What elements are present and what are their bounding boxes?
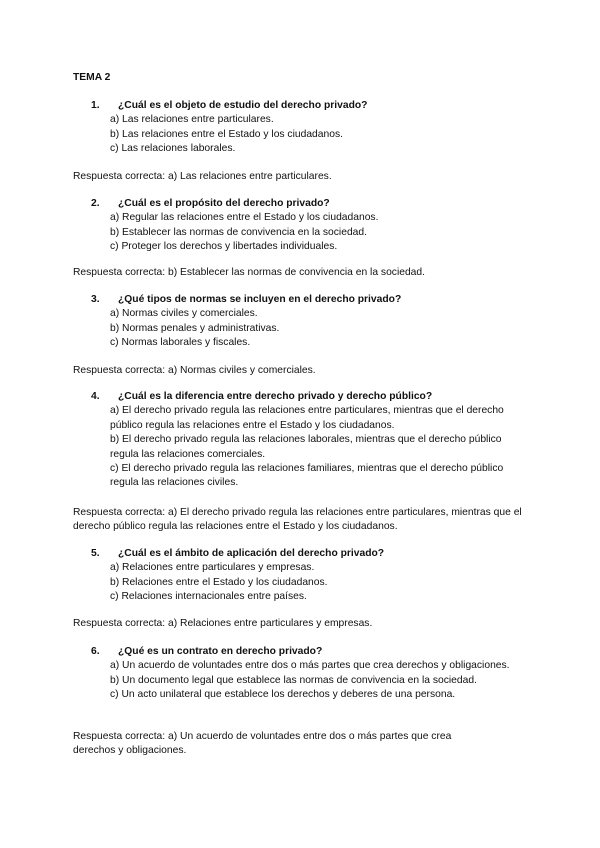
option-c: c) Un acto unilateral que establece los derechos y deberes de una persona. xyxy=(110,689,456,701)
option-b: b) Las relaciones entre el Estado y los ciudadanos. xyxy=(110,128,343,140)
question-block xyxy=(0,390,600,491)
correct-answer: Respuesta correcta: a) Normas civiles y comerciales. xyxy=(73,365,316,376)
question-text: 2. ¿Cuál es el propósito del derecho privado? xyxy=(0,197,600,211)
question-number: 1. xyxy=(91,100,100,111)
option-list xyxy=(110,659,510,702)
option-a: a) Relaciones entre particulares y empresas. xyxy=(110,562,315,574)
option-b: b) El derecho privado regula las relaciones laborales, mientras que el derecho público regula las relaciones comerciales. xyxy=(110,434,502,460)
question-text: 1. ¿Cuál es el objeto de estudio del derecho privado? xyxy=(0,99,600,113)
option-b: b) Un documento legal que establece las normas de convivencia en la sociedad. xyxy=(110,674,477,686)
question-text: 3. ¿Qué tipos de normas se incluyen en el derecho privado? xyxy=(0,293,600,307)
option-a: a) Las relaciones entre particulares. xyxy=(110,114,274,126)
option-list xyxy=(110,561,530,604)
page-title: TEMA 2 xyxy=(73,72,111,83)
question-number: 5. xyxy=(91,548,100,559)
correct-answer: Respuesta correcta: a) El derecho privado regula las relaciones entre particulares, mientras que el derecho público regula las relaciones entre el Estado y los ciudadanos. xyxy=(73,507,522,533)
question-text: 4. ¿Cuál es la diferencia entre derecho privado y derecho público? xyxy=(0,390,600,404)
option-c: c) Normas laborales y fiscales. xyxy=(110,337,251,349)
option-b: b) Relaciones entre el Estado y los ciudadanos. xyxy=(110,576,328,588)
question-block xyxy=(0,197,600,255)
option-a: a) Regular las relaciones entre el Estado y los ciudadanos. xyxy=(110,212,379,224)
option-a: a) Normas civiles y comerciales. xyxy=(110,308,258,320)
option-c: c) Las relaciones laborales. xyxy=(110,143,236,155)
correct-answer: Respuesta correcta: a) Las relaciones entre particulares. xyxy=(73,171,332,182)
correct-answer: Respuesta correcta: a) Un acuerdo de voluntades entre dos o más partes que crea derechos y obligaciones. xyxy=(73,731,452,757)
option-b: b) Establecer las normas de convivencia en la sociedad. xyxy=(110,226,367,238)
question-number: 2. xyxy=(91,198,100,209)
question-block xyxy=(0,547,600,605)
option-list xyxy=(110,404,510,490)
question-text: 5. ¿Cuál es el ámbito de aplicación del derecho privado? xyxy=(0,547,600,561)
correct-answer: Respuesta correcta: b) Establecer las normas de convivencia en la sociedad. xyxy=(73,267,425,278)
question-block xyxy=(0,293,600,351)
option-b: b) Normas penales y administrativas. xyxy=(110,322,280,334)
question-number: 6. xyxy=(91,646,100,657)
question-block xyxy=(0,99,600,157)
option-list xyxy=(110,211,530,254)
option-list xyxy=(110,113,530,156)
option-list xyxy=(110,307,530,350)
question-number: 3. xyxy=(91,294,100,305)
correct-answer: Respuesta correcta: a) Relaciones entre particulares y empresas. xyxy=(73,618,373,629)
option-a: a) Un acuerdo de voluntades entre dos o más partes que crea derechos y obligaciones. xyxy=(110,660,510,672)
question-text: 6. ¿Qué es un contrato en derecho privado? xyxy=(0,645,600,659)
question-number: 4. xyxy=(91,391,100,402)
option-c: c) El derecho privado regula las relaciones familiares, mientras que el derecho público regula las relaciones civiles. xyxy=(110,463,504,489)
option-c: c) Relaciones internacionales entre países. xyxy=(110,591,307,603)
option-a: a) El derecho privado regula las relaciones entre particulares, mientras que el derecho público regula las relaciones entre el Estado y los ciudadanos. xyxy=(110,405,504,431)
option-c: c) Proteger los derechos y libertades individuales. xyxy=(110,241,338,253)
question-block xyxy=(0,645,600,703)
